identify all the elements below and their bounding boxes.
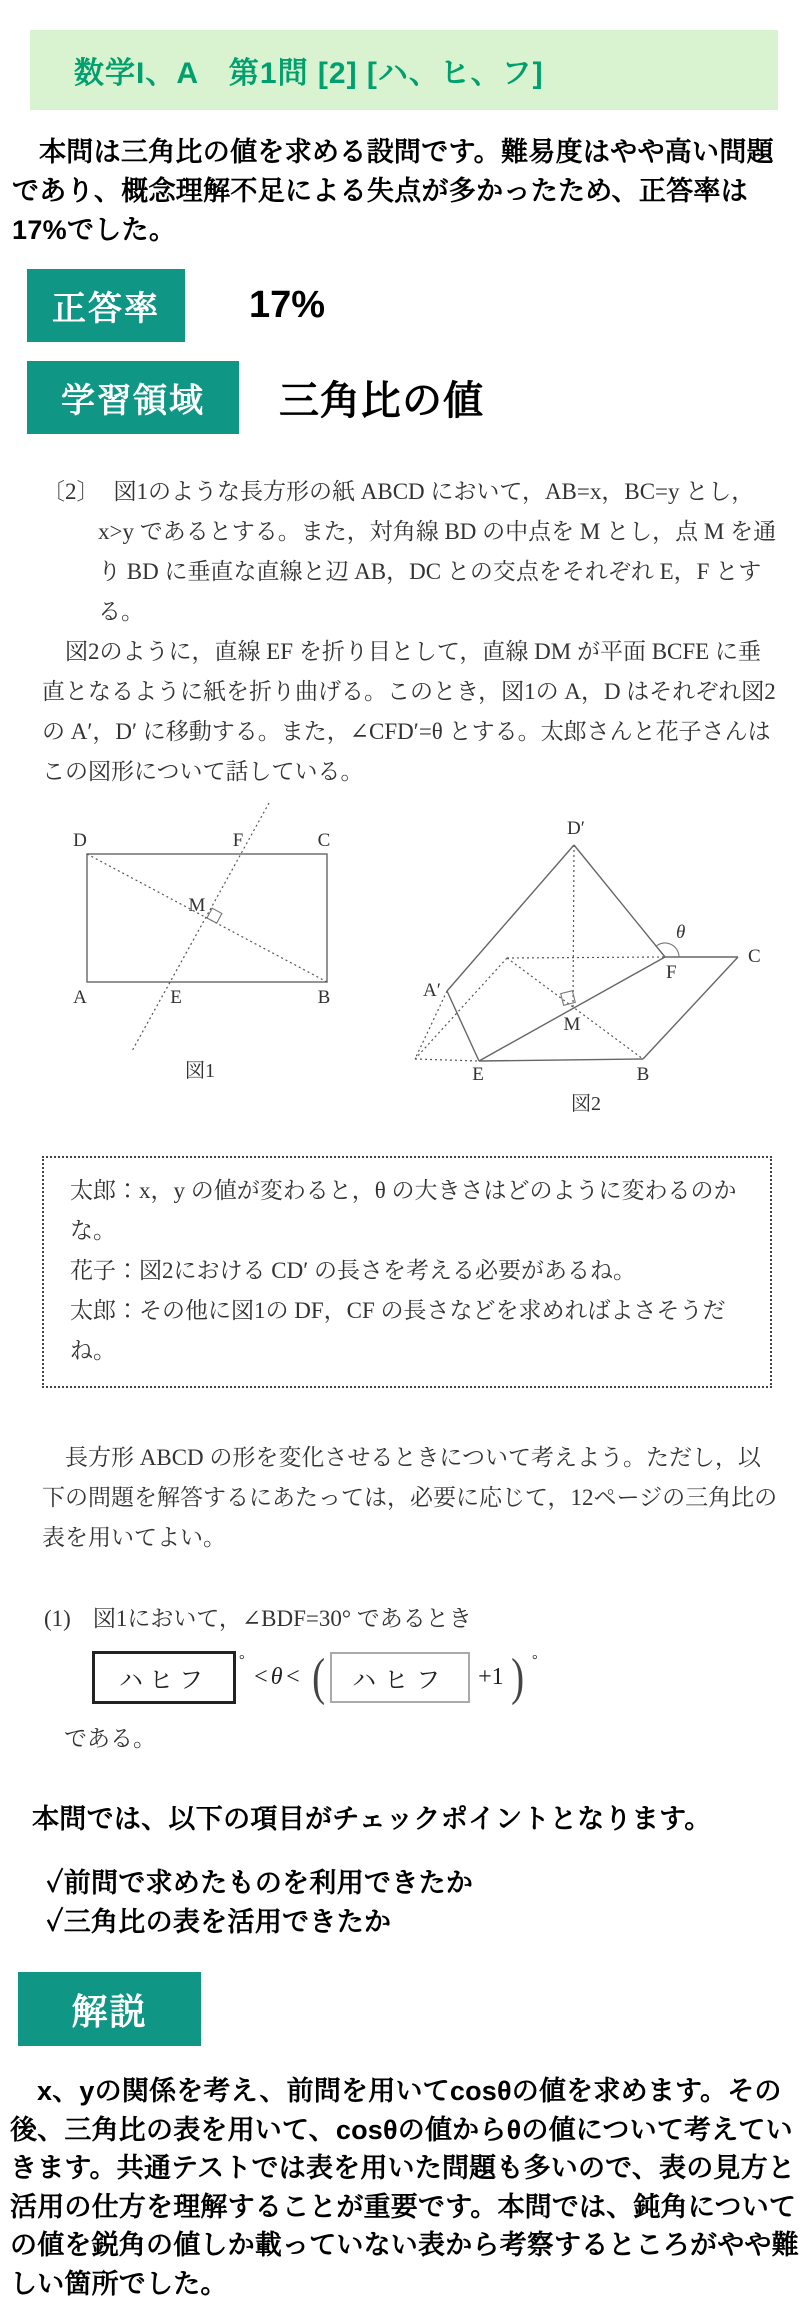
answer-formula — [92, 1648, 808, 1706]
checkpoint-list — [46, 1864, 800, 1942]
fig1-right-angle-mark — [207, 908, 222, 923]
fig2-ghost-left — [415, 958, 507, 1059]
figure-1 — [50, 796, 390, 1126]
checkpoint-item-2: ✓三角比の表を活用できたか — [46, 1907, 392, 1937]
question-text: 図1において，∠BDF=30° であるとき — [92, 1606, 472, 1631]
checkpoint-item-1: ✓前問で求めたものを利用できたか — [46, 1868, 474, 1898]
fig2-ghost-top — [507, 957, 665, 958]
answer-box-2: ハヒフ — [330, 1652, 470, 1703]
fig1-label-m: M — [188, 895, 206, 916]
paren-close: ) — [510, 1648, 524, 1706]
fig1-line-ef — [132, 803, 269, 1051]
fig2-label-theta: θ — [676, 922, 686, 943]
dialogue-line-hanako: 花子：図2における CD′ の長さを考える必要があるね。 — [70, 1258, 636, 1283]
fig2-vertical-dm — [573, 845, 574, 1009]
intro-paragraph: 本問は三角比の値を求める設問です。難易度はやや高い問題であり、概念理解不足による失点が多かったため、正答率は17%でした。 — [12, 137, 774, 245]
fig2-edge-dprime-aprime — [447, 845, 574, 991]
fig1-label-a: A — [73, 987, 87, 1008]
fig2-ghost-diagonal — [507, 958, 643, 1059]
answer-box-1: ハヒフ — [92, 1651, 236, 1704]
domain-row — [27, 361, 808, 434]
fig2-label-dprime: D′ — [567, 818, 585, 839]
figure-1-diagram — [50, 796, 390, 1096]
problem-paragraph-2: 図2のように，直線 EF を折り目として，直線 DM が平面 BCFE に垂直となるように紙を折り曲げる。このとき，図1の A，D はそれぞれ図2の A′，D′ に移動する。また，∠CFD′=θ とする。太郎さんと花子さんはこの図形について話している。 — [42, 639, 776, 784]
explanation-badge: 解説 — [18, 1972, 201, 2046]
dialogue-box — [42, 1156, 772, 1388]
accuracy-badge: 正答率 — [27, 269, 185, 342]
exam-excerpt — [0, 472, 808, 1753]
fig2-label-c: C — [748, 946, 761, 967]
fig2-edge-e-b — [479, 1059, 643, 1061]
fig2-edge-aprime-e — [447, 991, 479, 1061]
fig2-label-b: B — [636, 1064, 650, 1085]
fig2-fold-line-ef — [479, 957, 665, 1061]
dialogue-line-taro-2: 太郎：その他に図1の DF，CF の長さなどを求めればよさそうだね。 — [70, 1298, 726, 1363]
fig1-label-d: D — [73, 830, 87, 851]
paren-open: ( — [311, 1648, 325, 1706]
page-title: 数学I、A 第1問 [2] [ハ、ヒ、フ] — [74, 57, 544, 90]
figure-2-diagram — [390, 796, 808, 1126]
question-number: (1) — [44, 1606, 71, 1631]
dialogue-line-taro-1: 太郎：x，y の値が変わると，θ の大きさはどのように変わるのかな。 — [70, 1178, 737, 1243]
header-banner — [30, 30, 778, 110]
question-line — [44, 1600, 808, 1633]
figures-row — [50, 796, 796, 1126]
problem-paragraph-1 — [42, 472, 780, 632]
explanation-paragraph: x、yの関係を考え、前問を用いてcosθの値を求めます。その後、三角比の表を用いて、cosθの値からθの値について考えていきます。共通テストでは表を用いた問題も多いので、表の見方と活用の仕方を理解することが重要です。本問では、鈍角についての値を鋭角の値しか載っていない表から考察するところがやや難しい箇所でした。 — [10, 2076, 799, 2299]
fig1-label-b: B — [317, 987, 331, 1008]
problem-marker: 〔2〕 — [42, 479, 100, 504]
fig2-label-e: E — [472, 1064, 484, 1085]
degree-sign-2: ° — [532, 1653, 538, 1668]
question-suffix: である。 — [64, 1726, 156, 1751]
fig1-label-e: E — [170, 987, 182, 1008]
domain-badge: 学習領域 — [27, 361, 239, 434]
fig2-ghost-bottom — [415, 1059, 479, 1061]
fig1-label-f: F — [232, 830, 244, 851]
accuracy-row — [27, 269, 808, 342]
page — [0, 30, 808, 2299]
fig1-label-c: C — [317, 830, 331, 851]
figure-2 — [390, 796, 808, 1126]
inequality-theta: <θ< — [252, 1664, 303, 1690]
fig2-edge-dprime-f — [574, 845, 665, 957]
degree-sign-1: ° — [239, 1653, 245, 1668]
problem-paragraph-3: 長方形 ABCD の形を変化させるときについて考えよう。ただし，以下の問題を解答するにあたっては，必要に応じて，12ページの三角比の表を用いてよい。 — [42, 1445, 778, 1550]
fig2-label-m: M — [563, 1014, 581, 1035]
fig2-caption: 図2 — [571, 1093, 601, 1115]
domain-value: 三角比の値 — [279, 379, 484, 423]
fig2-dashed-a-prime — [415, 991, 447, 1059]
fig2-edge-b-c — [643, 957, 738, 1059]
accuracy-value: 17% — [249, 284, 326, 326]
fig2-label-f: F — [666, 962, 677, 983]
problem-text-1: 図1のような長方形の紙 ABCD において，AB=x，BC=y とし，x>y であるとする。また，対角線 BD の中点を M とし，点 M を通り BD に垂直な直線と辺 AB，DC との交点をそれぞれ E，F とする。 — [98, 479, 777, 624]
plus-one: +1 — [478, 1664, 504, 1690]
fig1-caption: 図1 — [185, 1060, 215, 1082]
checkpoint-heading: 本問では、以下の項目がチェックポイントとなります。 — [32, 1804, 712, 1834]
fig2-label-aprime: A′ — [423, 980, 441, 1001]
